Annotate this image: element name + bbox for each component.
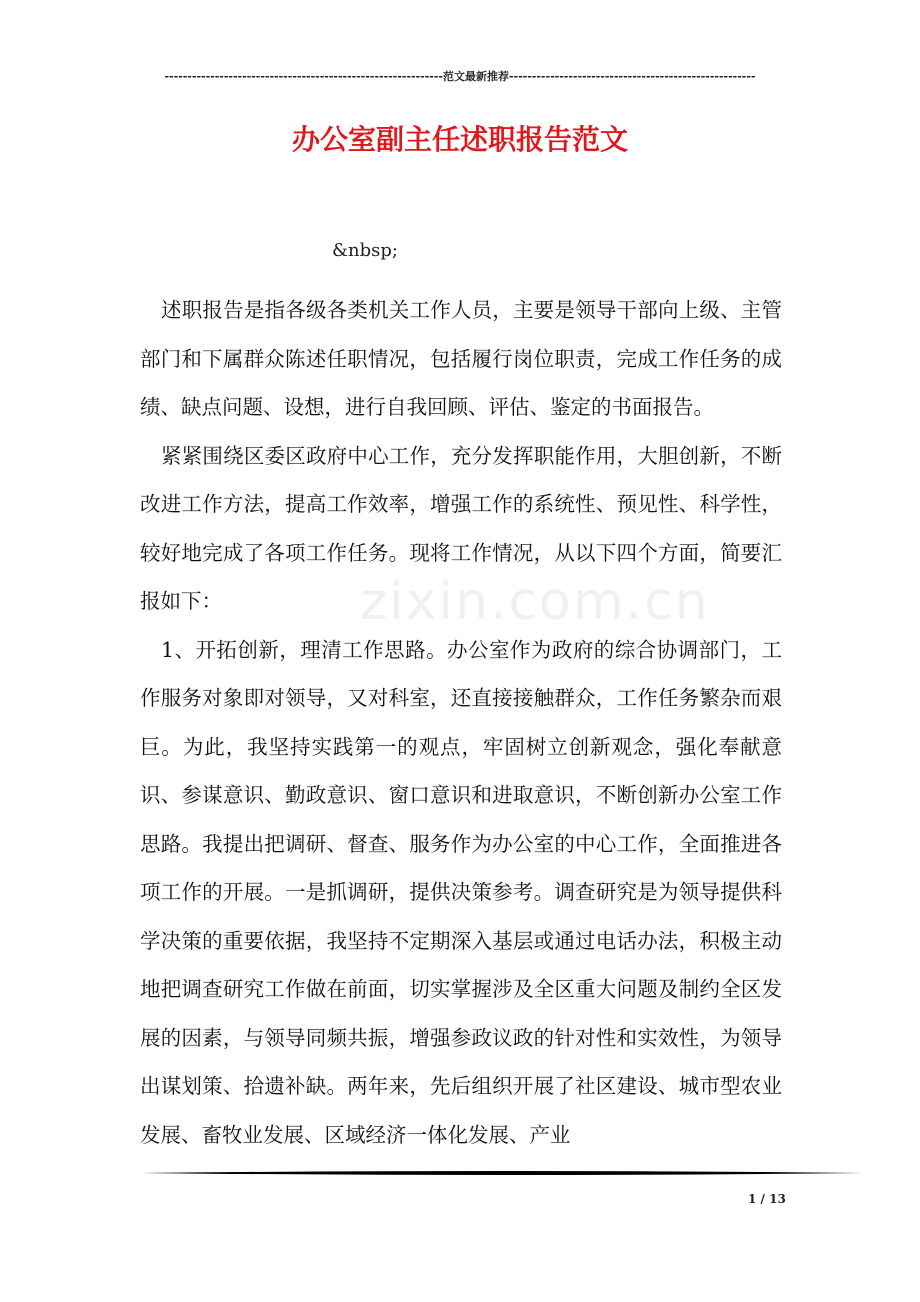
watermark: zixin.com.cn: [360, 572, 710, 632]
document-title: 办公室副主任述职报告范文: [291, 123, 628, 156]
paragraph: 紧紧围绕区委区政府中心工作，充分发挥职能作用，大胆创新，不断改进工作方法，提高工作效率，增强工作的系统性、预见性、科学性，较好地完成了各项工作任务。现将工作情况，从以下四个方面，简要汇报如下：: [140, 443, 782, 613]
nbsp-text: &nbsp;: [332, 240, 398, 261]
footer-divider: [140, 1170, 864, 1176]
page-number: 1 / 13: [748, 1192, 786, 1206]
document-body: [140, 286, 782, 1159]
paragraph: 述职报告是指各级各类机关工作人员，主要是领导干部向上级、主管部门和下属群众陈述任职情况，包括履行岗位职责，完成工作任务的成绩、缺点问题、设想，进行自我回顾、评估、鉴定的书面报告。: [140, 298, 782, 419]
paragraph: 1、开拓创新，理清工作思路。办公室作为政府的综合协调部门，工作服务对象即对领导，又对科室，还直接接触群众，工作任务繁杂而艰巨。为此，我坚持实践第一的观点，牢固树立创新观念，强化奉献意识、参谋意识、勤政意识、窗口意识和进取意识，不断创新办公室工作思路。我提出把调研、督查、服务作为办公室的中心工作，全面推进各项工作的开展。一是抓调研，提供决策参考。调查研究是为领导提供科学决策的重要依据，我坚持不定期深入基层或通过电话办法，积极主动地把调查研究工作做在前面，切实掌握涉及全区重大问题及制约全区发展的因素，与领导同频共振，增强参政议政的针对性和实效性，为领导出谋划策、拾遗补缺。两年来，先后组织开展了社区建设、城市型农业发展、畜牧业发展、区域经济一体化发展、产业: [140, 637, 782, 1147]
header-banner: -------------------------------------------------------------范文最新推荐------------------------------------------------------: [164, 70, 756, 83]
